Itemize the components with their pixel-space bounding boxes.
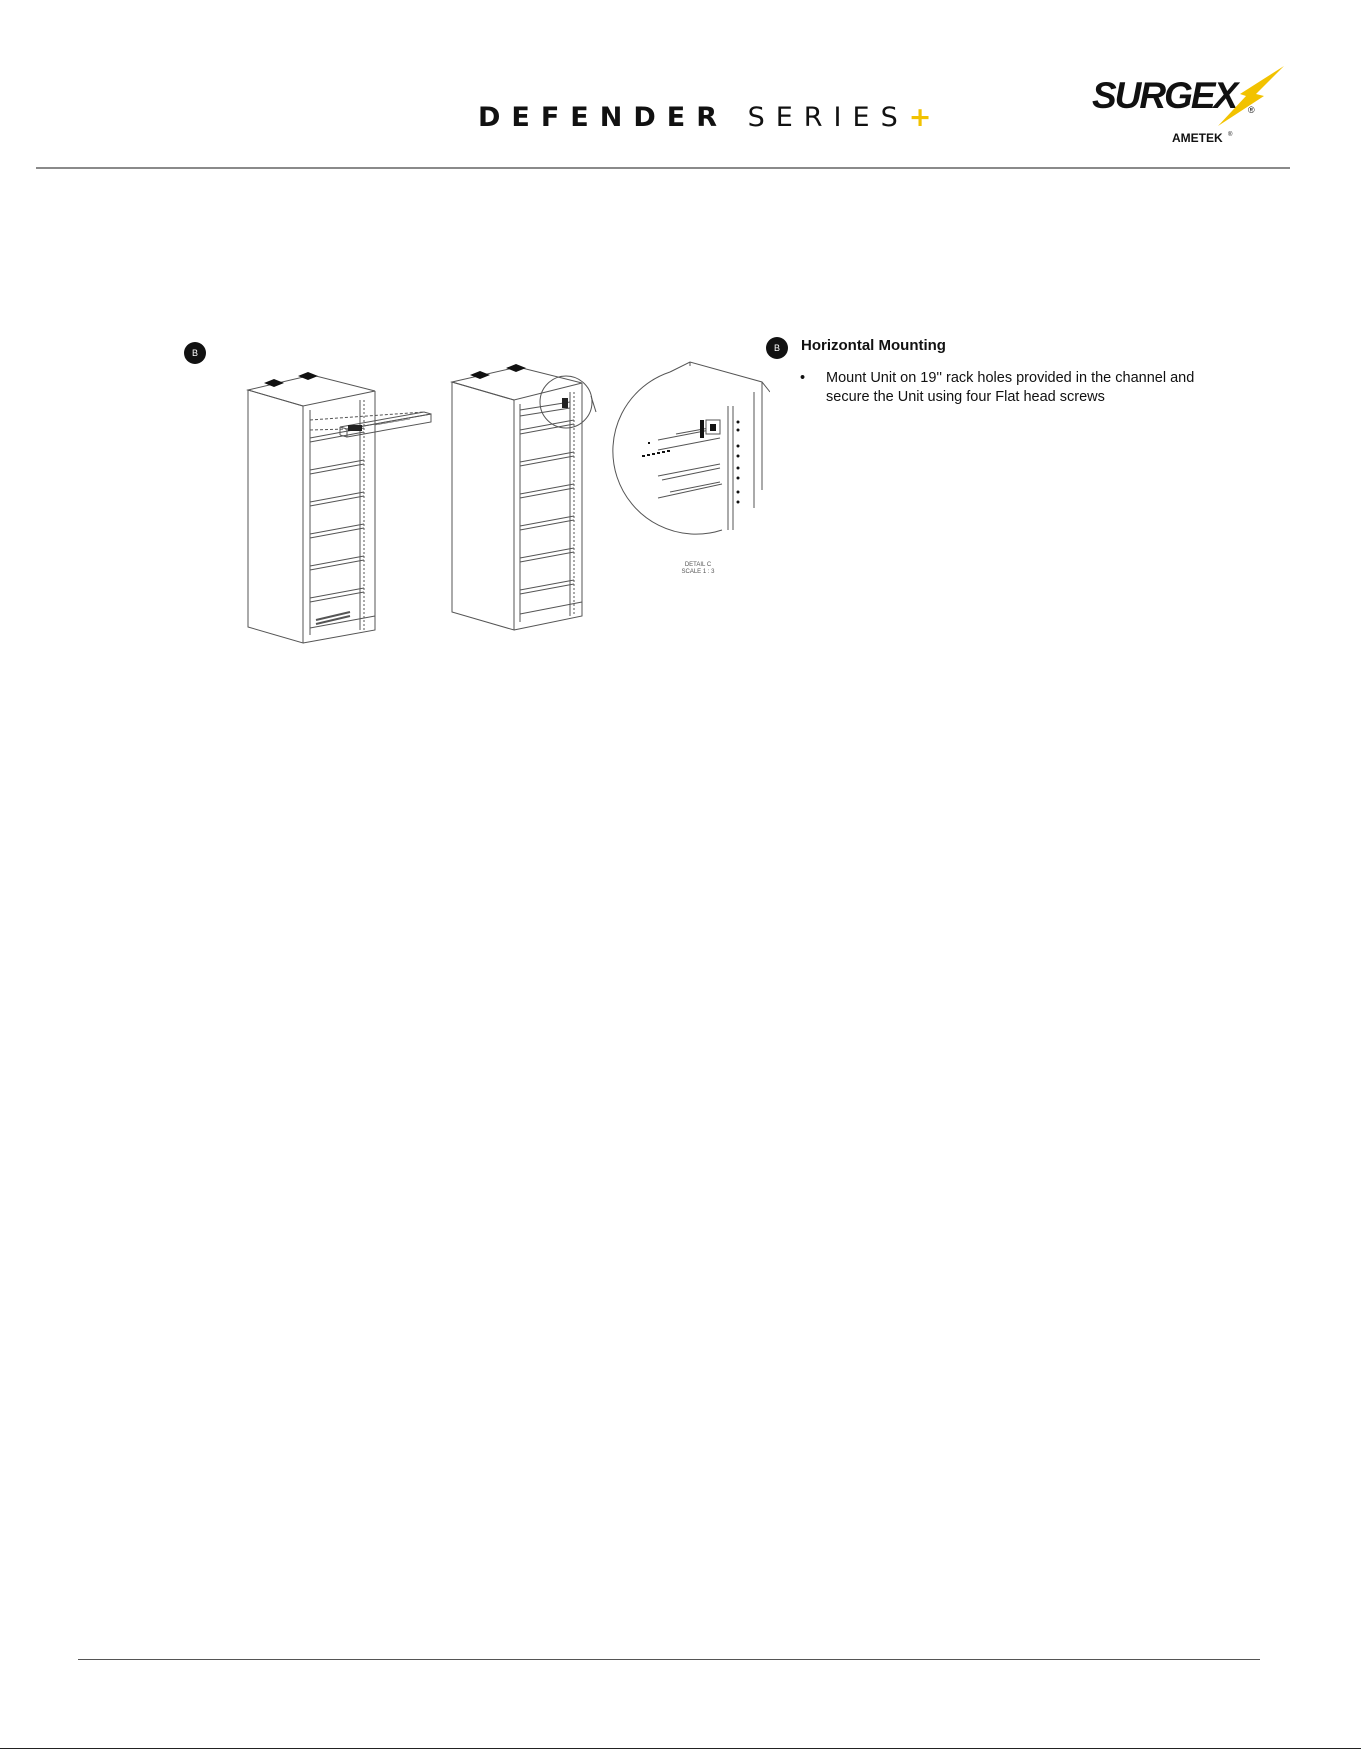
- cabinet-right-front: [452, 382, 514, 630]
- section-title: Horizontal Mounting: [801, 337, 946, 354]
- cabinet-right-top: [452, 367, 582, 400]
- title-plus: +: [908, 102, 932, 133]
- surge-unit-sliding-in: [310, 412, 431, 437]
- rack-mounting-illustration: [170, 330, 770, 710]
- title-light: SERIES: [747, 102, 909, 133]
- cabinet-left-top: [248, 375, 375, 406]
- detail-label-line2: SCALE 1 : 3: [681, 569, 715, 575]
- detail-c-label: [668, 562, 728, 576]
- instruction-list: [800, 369, 1240, 407]
- detail-label-line1: DETAIL C: [684, 562, 712, 568]
- cabinet-left-shelves: [310, 428, 375, 628]
- section-step-badge: B: [766, 337, 788, 359]
- page-bottom-edge: [0, 1748, 1361, 1749]
- surgex-logo: [1088, 64, 1288, 146]
- detail-c-view: [613, 362, 770, 534]
- header-divider: [36, 167, 1290, 169]
- cabinet-left-front: [248, 390, 303, 643]
- logo-registered-mark: ®: [1248, 105, 1255, 115]
- title-bold: DEFENDER: [478, 102, 728, 133]
- instruction-item: • Mount Unit on 19'' rack holes provided in the channel and secure the Unit using four Flat head screws: [800, 369, 1240, 407]
- cabinet-right-shelves: [520, 420, 582, 614]
- logo-brand-text: SURGEX: [1092, 75, 1237, 116]
- mounted-surge-unit: [520, 398, 570, 416]
- document-title: [478, 102, 931, 138]
- logo-subbrand-text: AMETEK: [1172, 131, 1223, 145]
- logo-subbrand-registered: ®: [1228, 132, 1233, 138]
- figure-step-badge: B: [184, 342, 206, 364]
- footer-divider: [78, 1659, 1260, 1660]
